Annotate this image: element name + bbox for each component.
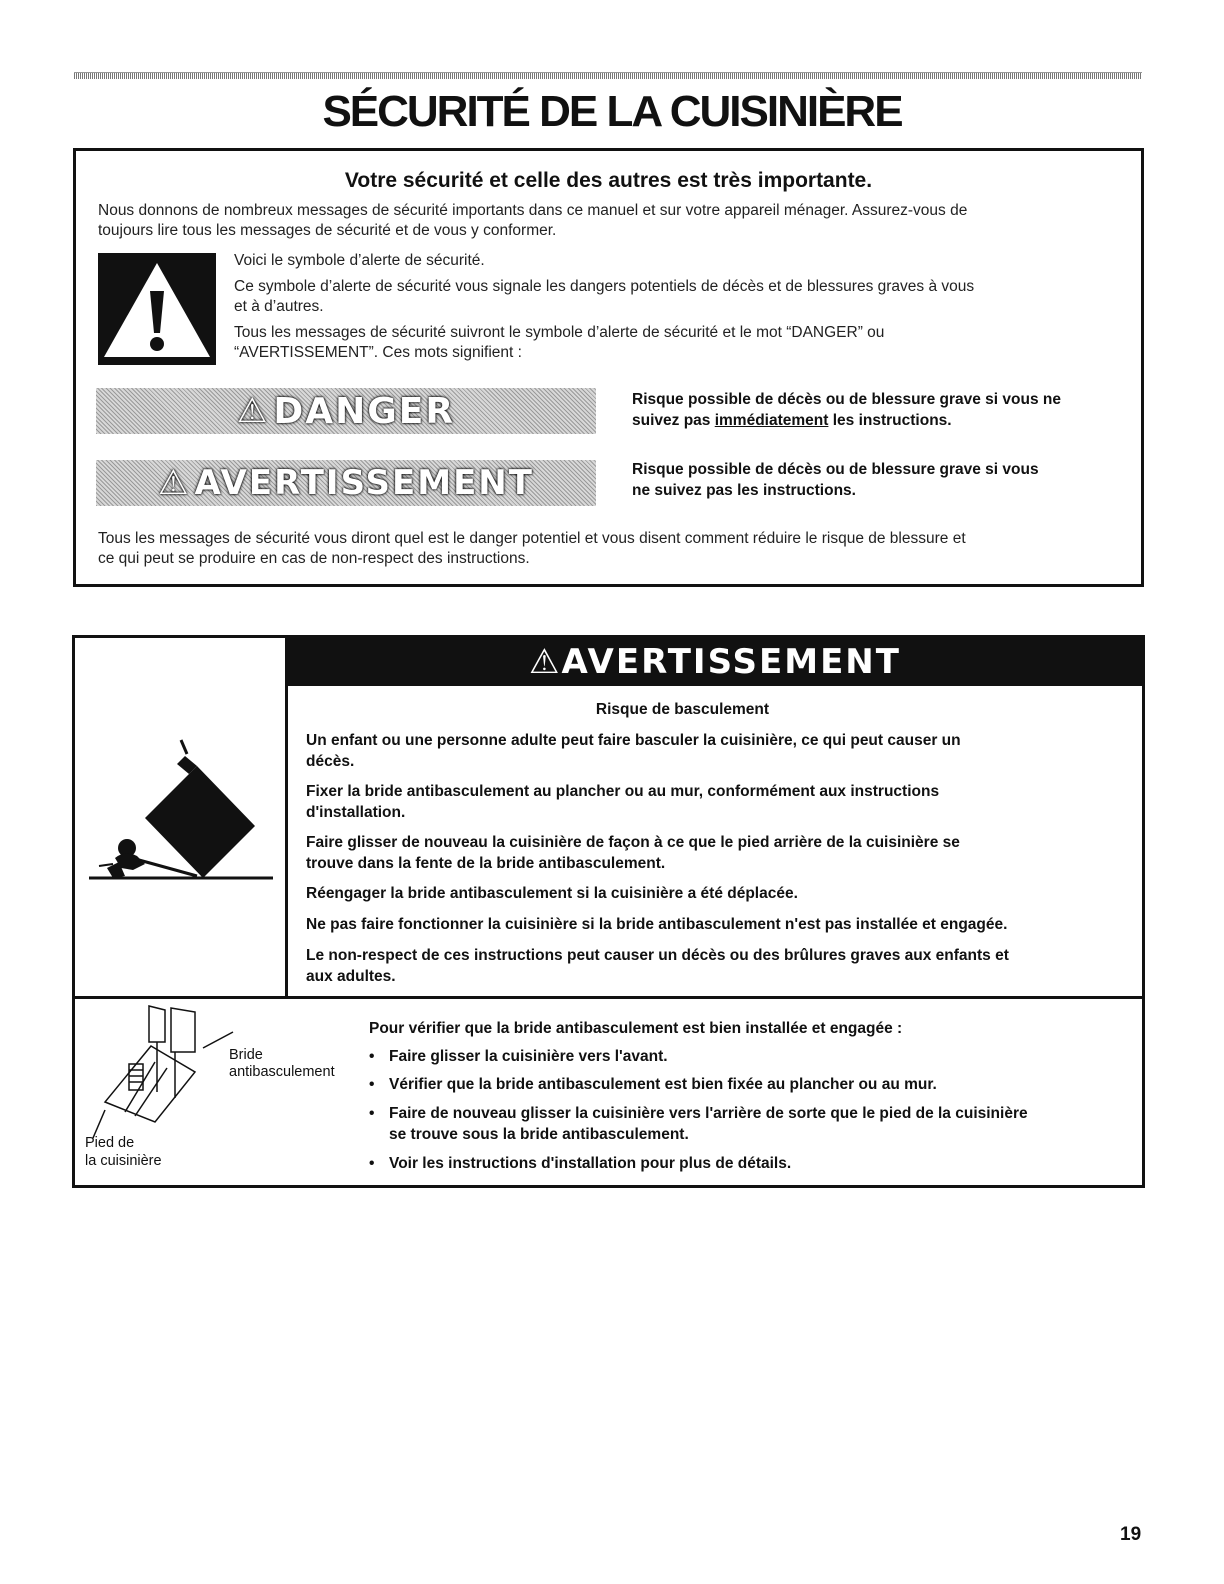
- outro-line-2: ce qui peut se produire en cas de non-respect des instructions.: [98, 550, 530, 567]
- warning-alert-icon: ⚠: [158, 463, 191, 503]
- symbol-line-1: Voici le symbole d’alerte de sécurité.: [234, 252, 485, 269]
- warning-header-icon: ⚠: [529, 642, 562, 682]
- warning-line-9: Le non-respect de ces instructions peut causer un décès ou des brûlures graves aux enfants et: [306, 947, 1009, 964]
- danger-text-2: suivez pas immédiatement les instructions.: [632, 412, 952, 429]
- tip-over-warning-box: [72, 635, 1145, 1188]
- divider-horizontal: [75, 996, 1142, 999]
- check-bullet-2: • Vérifier que la bride antibasculement est bien fixée au plancher ou au mur.: [369, 1076, 937, 1093]
- symbol-line-4: Tous les messages de sécurité suivront le symbole d’alerte de sécurité et le mot “DANGER” ou: [234, 324, 885, 341]
- warning-text-1: Risque possible de décès ou de blessure grave si vous: [632, 461, 1039, 478]
- label-pied-1: Pied de: [85, 1135, 135, 1151]
- safety-subtitle: Votre sécurité et celle des autres est très importante.: [344, 169, 873, 192]
- divider-vertical: [285, 638, 288, 998]
- check-title: Pour vérifier que la bride antibasculement est bien installée et engagée :: [369, 1020, 903, 1037]
- warning-line-4: d'installation.: [306, 804, 406, 821]
- label-bride-1: Bride: [229, 1047, 263, 1063]
- safety-info-box: [73, 148, 1144, 587]
- warning-line-1: Un enfant ou une personne adulte peut faire basculer la cuisinière, ce qui peut causer un: [306, 732, 961, 749]
- tipping-range-illustration: [85, 738, 275, 888]
- warning-line-7: Réengager la bride antibasculement si la cuisinière a été déplacée.: [306, 885, 798, 902]
- label-bride-2: antibasculement: [229, 1064, 335, 1080]
- check-bullet-4: • Voir les instructions d'installation pour plus de détails.: [369, 1155, 792, 1172]
- symbol-line-3: et à d’autres.: [234, 298, 324, 315]
- intro-line-2: toujours lire tous les messages de sécurité et de vous y conformer.: [98, 222, 557, 239]
- warning-line-2: décès.: [306, 753, 355, 770]
- warning-text-2: ne suivez pas les instructions.: [632, 482, 856, 499]
- anti-tip-bracket-illustration: [85, 1002, 235, 1142]
- check-bullet-1: • Faire glisser la cuisinière vers l'avant.: [369, 1048, 668, 1065]
- danger-emphasis: immédiatement: [714, 412, 829, 429]
- warning-banner: [96, 460, 596, 506]
- outro-line-1: Tous les messages de sécurité vous diront quel est le danger potentiel et vous disent comment réduire le risque de blessure et: [98, 530, 966, 547]
- risk-title: Risque de basculement: [595, 701, 770, 718]
- danger-text-1: Risque possible de décès ou de blessure grave si vous ne: [632, 391, 1061, 408]
- warning-header-label: AVERTISSEMENT: [561, 642, 901, 682]
- warning-line-5: Faire glisser de nouveau la cuisinière de façon à ce que le pied arrière de la cuisinière se: [306, 834, 960, 851]
- warning-line-10: aux adultes.: [306, 968, 396, 985]
- check-bullet-3-cont: se trouve sous la bride antibasculement.: [389, 1126, 689, 1143]
- warning-label: AVERTISSEMENT: [194, 463, 534, 503]
- page-title: SÉCURITÉ DE LA CUISINIÈRE: [322, 87, 902, 136]
- safety-alert-icon: [98, 253, 216, 365]
- danger-banner: [96, 388, 596, 434]
- check-bullet-3: • Faire de nouveau glisser la cuisinière vers l'arrière de sorte que le pied de la cuisinière: [369, 1105, 1028, 1122]
- warning-line-8: Ne pas faire fonctionner la cuisinière si la bride antibasculement n'est pas installée et engagée.: [306, 916, 1008, 933]
- symbol-line-5: “AVERTISSEMENT”. Ces mots signifient :: [234, 344, 522, 361]
- danger-label: DANGER: [273, 390, 456, 432]
- top-rule: [74, 72, 1142, 79]
- page-number: 19: [1120, 1524, 1142, 1545]
- warning-line-6: trouve dans la fente de la bride antibasculement.: [306, 855, 666, 872]
- intro-line-1: Nous donnons de nombreux messages de sécurité importants dans ce manuel et sur votre appareil ménager. Assurez-vous de: [98, 202, 968, 219]
- warning-line-3: Fixer la bride antibasculement au plancher ou au mur, conformément aux instructions: [306, 783, 940, 800]
- label-pied-2: la cuisinière: [85, 1153, 162, 1169]
- warning-header: [288, 638, 1142, 686]
- danger-alert-icon: ⚠: [236, 391, 270, 431]
- symbol-line-2: Ce symbole d’alerte de sécurité vous signale les dangers potentiels de décès et de blessures graves à vous: [234, 278, 975, 295]
